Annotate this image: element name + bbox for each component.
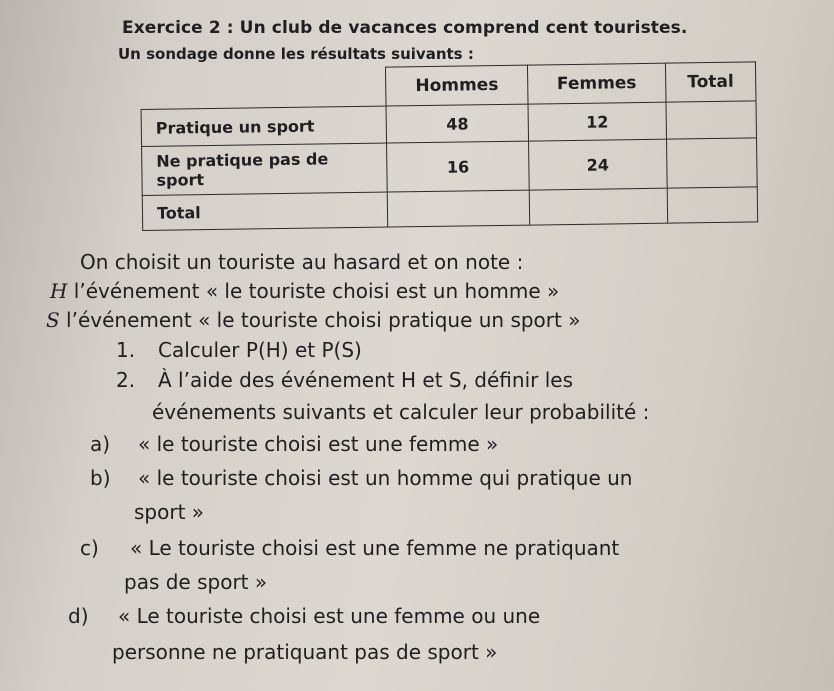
table-cell: 16: [387, 141, 530, 192]
question-1-number: 1.: [116, 338, 136, 362]
table-header-total: Total: [665, 62, 756, 102]
item-b-label: b): [90, 466, 111, 490]
table-header-empty: [141, 67, 387, 109]
exercise-title: Exercice 2 : Un club de vacances comprend cent touristes.: [122, 18, 688, 38]
choice-sentence: On choisit un touriste au hasard et on note :: [80, 250, 524, 274]
question-1-text: Calculer P(H) et P(S): [158, 338, 362, 362]
item-a-label: a): [90, 432, 111, 456]
table-row: [142, 187, 757, 231]
event-s-text: l’événement « le touriste choisi pratique un sport »: [59, 308, 581, 332]
table-cell: 48: [386, 104, 529, 143]
exercise-intro: Un sondage donne les résultats suivants :: [118, 45, 474, 63]
survey-table: [140, 61, 758, 231]
item-b-line1: « le touriste choisi est un homme qui pratique un: [138, 466, 633, 490]
table-cell: [387, 190, 530, 227]
row-label: Pratique un sport: [141, 106, 386, 146]
table-row: [142, 138, 758, 196]
table-cell: 24: [529, 139, 667, 190]
table-cell: [666, 101, 757, 139]
table-cell: [666, 138, 757, 188]
row-label: Ne pratique pas de sport: [142, 143, 388, 195]
question-2-line2: événements suivants et calculer leur probabilité :: [152, 400, 650, 424]
event-s-symbol: S: [46, 308, 60, 332]
item-c-line1: « Le touriste choisi est une femme ne pratiquant: [130, 536, 620, 560]
event-s-definition: [46, 308, 580, 332]
item-d-label: d): [68, 604, 89, 628]
table-header-femmes: Femmes: [528, 63, 666, 104]
item-a-text: « le touriste choisi est une femme »: [138, 432, 499, 456]
question-2-line1: À l’aide des événement H et S, définir les: [158, 368, 573, 392]
event-h-text: l’événement « le touriste choisi est un homme »: [67, 279, 560, 303]
item-c-line2: pas de sport »: [124, 570, 268, 594]
table-cell: [667, 187, 758, 223]
event-h-symbol: H: [50, 279, 68, 303]
table-header-hommes: Hommes: [385, 65, 528, 106]
item-b-line2: sport »: [134, 500, 205, 524]
row-label: Total: [142, 192, 387, 230]
question-2-number: 2.: [116, 368, 136, 392]
item-d-line2: personne ne pratiquant pas de sport »: [112, 640, 498, 664]
item-c-label: c): [80, 536, 99, 560]
table-cell: [530, 188, 668, 225]
item-d-line1: « Le touriste choisi est une femme ou une: [118, 604, 541, 628]
table-cell: 12: [528, 102, 666, 141]
event-h-definition: [50, 279, 559, 303]
